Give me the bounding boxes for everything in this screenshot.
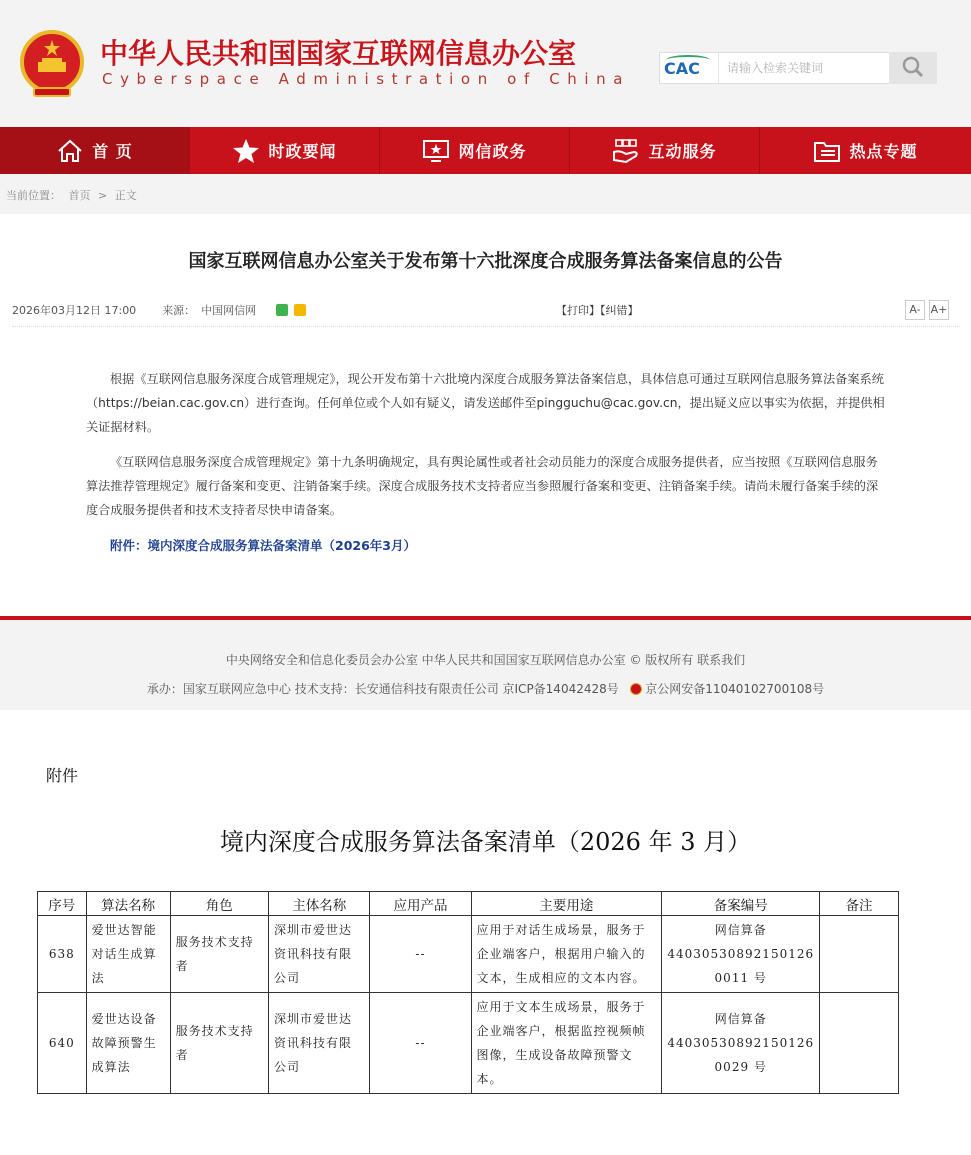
monitor-icon [422,138,450,164]
filing-number: 44030530892150126 [667,1036,815,1050]
cell-role: 服务技术支持者 [170,993,268,1094]
filing-suffix: 0011 号 [714,971,767,985]
filing-number: 44030530892150126 [667,947,815,961]
breadcrumb [0,174,971,214]
cell-no: 640 [38,993,87,1094]
article-paragraph-1: 根据《互联网信息服务深度合成管理规定》，现公开发布第十六批境内深度合成服务算法备案信息，具体信息可通过互联网信息服务算法备案系统（https://beian.cac.gov.cn）进行查询。任何单位或个人如有疑义，请发送邮件至pingguchu@cac.gov.cn，提出疑义应以事实为依据，并提供相关证据材料。 [86,372,885,434]
cell-algorithm-name: 爱世达智能对话生成算法 [86,916,170,993]
filing-prefix: 网信算备 [714,1012,767,1026]
cell-no: 638 [38,916,87,993]
column-header: 应用产品 [370,892,471,916]
attachment-link[interactable]: 附件：境内深度合成服务算法备案清单（2026年3月） [110,538,416,553]
breadcrumb-home[interactable]: 首页 [68,189,91,202]
site-footer [0,620,971,710]
nav-label: 时政要闻 [268,142,337,161]
article [0,214,971,616]
article-tools [556,302,639,318]
column-header: 算法名称 [86,892,170,916]
footer-copyright: 中央网络安全和信息化委员会办公室 中华人民共和国国家互联网信息办公室 © 版权所有 联系我们 [225,653,746,667]
footer-operator: 承办：国家互联网应急中心 技术支持：长安通信科技有限责任公司 京ICP备14042428号 [146,682,619,696]
wechat-share-icon[interactable] [276,304,288,316]
cell-entity: 深圳市爱世达资讯科技有限公司 [269,916,370,993]
attachment-document [0,710,971,1155]
meta-divider [12,326,960,327]
cell-product: -- [370,993,471,1094]
breadcrumb-current: 正文 [114,189,137,202]
cell-purpose: 应用于对话生成场景，服务于企业端客户，根据用户输入的文本，生成相应的文本内容。 [471,916,662,993]
attachment-title: 境内深度合成服务算法备案清单（2026 年 3 月） [219,828,752,856]
nav-label: 热点专题 [849,142,918,161]
nav-label: 首 页 [92,142,133,161]
filing-table [37,891,899,1094]
cell-purpose: 应用于文本生成场景，服务于企业端客户，根据监控视频帧图像，生成设备故障预警文本。 [471,993,662,1094]
breadcrumb-prefix: 当前位置： [6,189,61,202]
cac-logo: CAC [664,59,712,79]
cell-note [820,993,899,1094]
nav-label: 互动服务 [648,142,717,161]
source-name: 中国网信网 [201,304,257,317]
star-icon [232,138,260,164]
filing-prefix: 网信算备 [714,923,767,937]
site-subtitle: Cyberspace Administration of China [102,70,631,88]
error-report-link[interactable]: 【纠错】 [600,304,639,317]
footer-info [0,680,971,697]
attachment-label: 附件 [46,766,79,785]
nav-item-news[interactable] [190,127,380,174]
police-badge-icon [630,683,642,695]
publish-date: 2026年03月12日 17:00 [12,304,137,317]
column-header: 备注 [820,892,899,916]
search-icon [900,54,926,80]
nav-label: 网信政务 [458,142,527,161]
table-row [38,993,899,1094]
cell-algorithm-name: 爱世达设备故障预警生成算法 [86,993,170,1094]
font-increase-button[interactable]: A+ [929,300,949,320]
source-label: 来源： [162,304,196,317]
column-header: 主要用途 [471,892,662,916]
home-icon [56,138,84,164]
column-header: 角色 [170,892,268,916]
article-meta [12,302,306,318]
column-header: 序号 [38,892,87,916]
search-box [659,52,937,84]
cell-product: -- [370,916,471,993]
site-header [0,0,971,127]
main-nav [0,127,971,174]
footer-police-record[interactable]: 京公网安备11040102700108号 [645,682,825,696]
hand-icon [612,138,640,164]
national-emblem-icon[interactable] [20,30,84,98]
font-decrease-button[interactable]: A- [905,300,925,320]
cell-filing-number [662,993,820,1094]
article-paragraph-2: 《互联网信息服务深度合成管理规定》第十九条明确规定，具有舆论属性或者社会动员能力的深度合成服务提供者，应当按照《互联网信息服务算法推荐管理规定》履行备案和变更、注销备案手续。深度合成服务技术支持者应当参照履行备案和变更、注销备案手续。请尚未履行备案手续的深度合成服务提供者和技术支持者尽快申请备案。 [86,455,879,517]
cell-entity: 深圳市爱世达资讯科技有限公司 [269,993,370,1094]
filing-suffix: 0029 号 [714,1060,767,1074]
column-header: 主体名称 [269,892,370,916]
weibo-share-icon[interactable] [294,304,306,316]
table-row [38,916,899,993]
search-button[interactable] [889,52,937,84]
cell-filing-number [662,916,820,993]
search-input[interactable] [718,53,890,83]
breadcrumb-separator: > [98,189,108,202]
nav-item-service[interactable] [570,127,760,174]
table-header-row [38,892,899,916]
nav-item-affairs[interactable] [380,127,570,174]
nav-item-home[interactable] [0,127,190,174]
article-title: 国家互联网信息办公室关于发布第十六批深度合成服务算法备案信息的公告 [188,251,783,272]
site-title: 中华人民共和国国家互联网信息办公室 [100,37,577,70]
nav-item-topics[interactable] [760,127,971,174]
cell-role: 服务技术支持者 [170,916,268,993]
folder-icon [813,138,841,164]
print-link[interactable]: 【打印】 [556,304,600,317]
cell-note [820,916,899,993]
column-header: 备案编号 [662,892,820,916]
